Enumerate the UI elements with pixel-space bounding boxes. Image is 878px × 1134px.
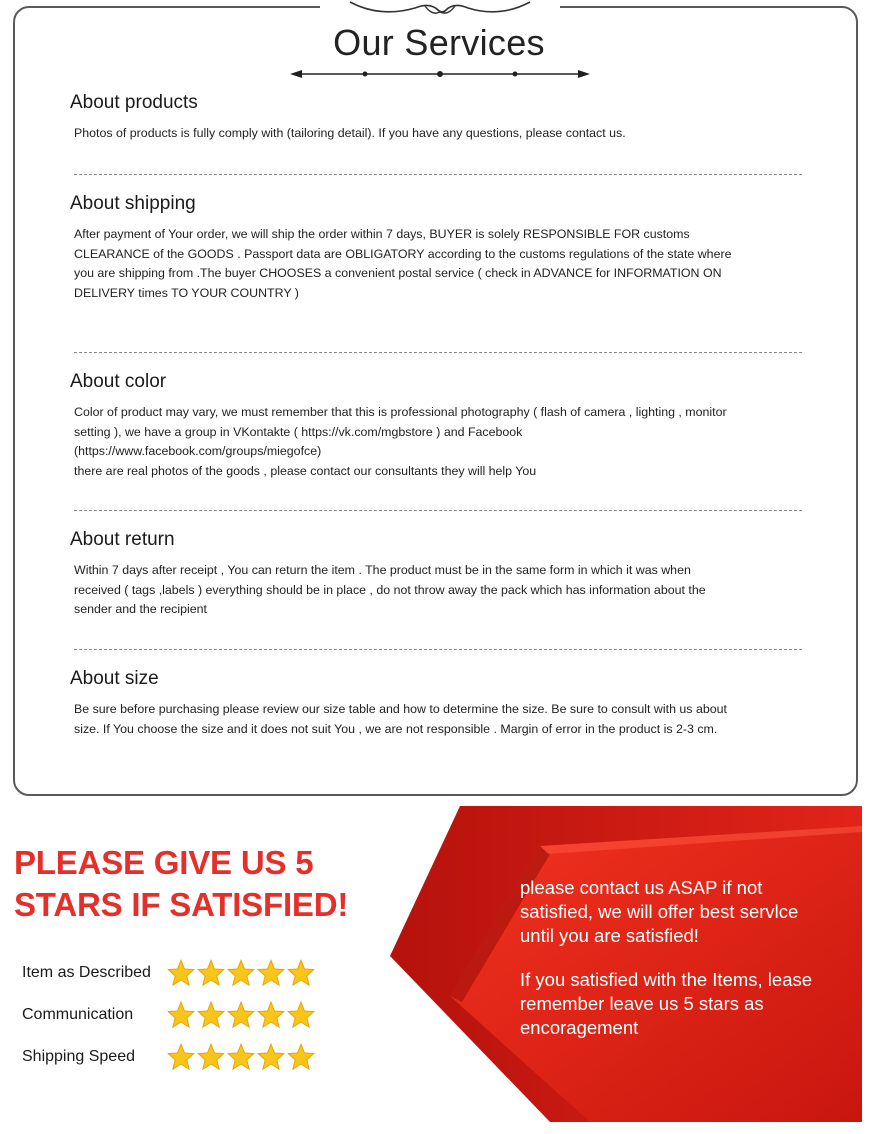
rating-label: Communication: [22, 1006, 134, 1023]
star-icon: [287, 1043, 315, 1071]
section-divider: [74, 352, 802, 353]
star-rating: [167, 1043, 317, 1071]
star-icon: [257, 1043, 285, 1071]
section-title: About color: [70, 371, 167, 392]
promo-message-contact: [520, 876, 860, 948]
section-about-return: [70, 529, 810, 620]
section-body: Within 7 days after receipt , You can return the item . The product must be in the same form in which it was when received ( tags ,labels ) everything should be in place , do not throw away the pack which has information about the sender and the recipient: [74, 563, 706, 616]
section-title: About shipping: [70, 193, 196, 214]
section-title: About products: [70, 92, 198, 113]
section-about-products: [70, 92, 810, 144]
star-icon: [227, 1001, 255, 1029]
star-icon: [167, 1001, 195, 1029]
section-about-shipping: [70, 193, 810, 303]
promo-title-line: PLEASE GIVE US 5: [14, 844, 314, 881]
promo-banner: [0, 806, 878, 1134]
section-divider: [74, 649, 802, 650]
rating-row-shipping-speed: [22, 1042, 317, 1072]
star-icon: [197, 959, 225, 987]
section-about-color: [70, 371, 810, 481]
section-title: About return: [70, 529, 175, 550]
rating-label: Shipping Speed: [22, 1048, 135, 1065]
star-icon: [197, 1001, 225, 1029]
section-title: About size: [70, 668, 159, 689]
section-body: Color of product may vary, we must remember that this is professional photography ( flash of camera , lighting , monitor setting ), we have a group in VKontakte ( https://vk.com/mgbstore ) and Facebook (https://www.facebook.com/groups/miegofce) there are real photos of the goods , please contact our consultants they will help You: [74, 405, 727, 478]
section-divider: [74, 510, 802, 511]
section-body: Be sure before purchasing please review our size table and how to determine the size. Be sure to consult with us about size. If You choose the size and it does not suit You , we are not responsible . Margin of error in the product is 2-3 cm.: [74, 702, 727, 736]
star-rating: [167, 959, 317, 987]
star-icon: [257, 1001, 285, 1029]
title-underline-arrow-icon: [290, 64, 590, 84]
section-divider: [74, 174, 802, 175]
promo-title-line: STARS IF SATISFIED!: [14, 886, 349, 923]
page-title: Our Services: [333, 22, 545, 63]
promo-message-text: please contact us ASAP if not satisfied, we will offer best servlce until you are satisfied!: [520, 877, 799, 946]
promo-title: [14, 842, 348, 926]
section-about-size: [70, 668, 810, 739]
star-icon: [227, 1043, 255, 1071]
ornament-top: [320, 0, 560, 22]
star-icon: [287, 959, 315, 987]
star-icon: [167, 959, 195, 987]
rating-row-communication: [22, 1000, 317, 1030]
rating-row-item-as-described: [22, 958, 317, 988]
rating-label: Item as Described: [22, 964, 151, 981]
section-body: After payment of Your order, we will ship the order within 7 days, BUYER is solely RESPONSIBLE FOR customs CLEARANCE of the GOODS . Passport data are OBLIGATORY according to the customs regulations of the state where you are shipping from .The buyer CHOOSES a convenient postal service ( check in ADVANCE for INFORMATION ON DELIVERY times TO YOUR COUNTRY ): [74, 227, 732, 300]
star-icon: [167, 1043, 195, 1071]
red-gift-box-image: [390, 806, 862, 1122]
star-icon: [257, 959, 285, 987]
promo-message-rating: [520, 968, 860, 1040]
section-body: Photos of products is fully comply with (tailoring detail). If you have any questions, please contact us.: [74, 126, 626, 140]
star-icon: [287, 1001, 315, 1029]
flourish-ornament-icon: [320, 0, 560, 22]
star-icon: [227, 959, 255, 987]
star-icon: [197, 1043, 225, 1071]
promo-message-text: If you satisfied with the Items, lease remember leave us 5 stars as encoragement: [520, 969, 813, 1038]
star-rating: [167, 1001, 317, 1029]
